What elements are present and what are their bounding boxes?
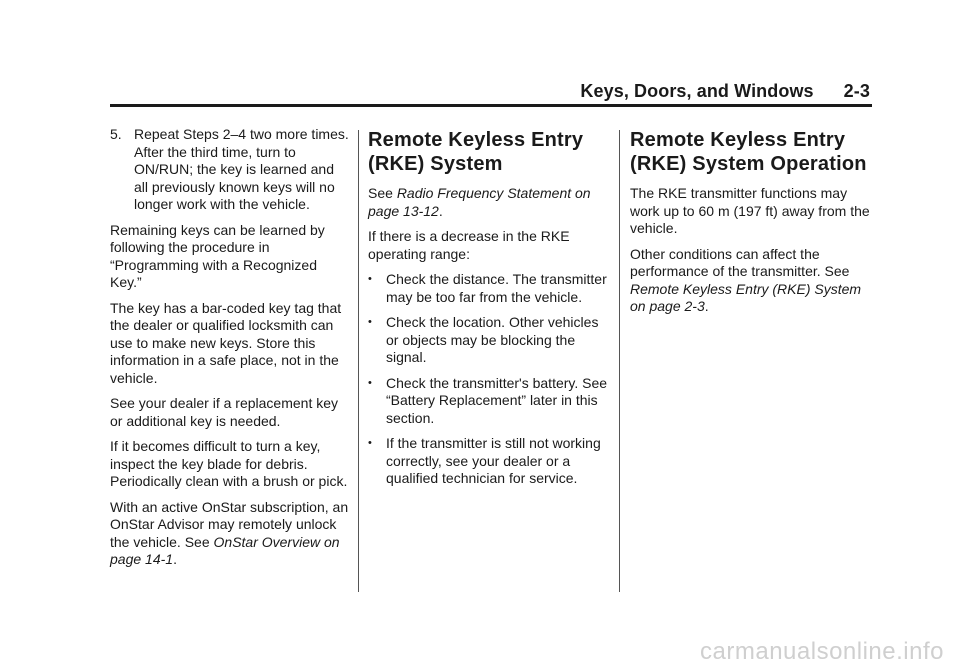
- left-column: [110, 126, 350, 577]
- bullet-icon: •: [368, 376, 372, 389]
- page-header: [110, 80, 870, 102]
- paragraph-text: With an active OnStar subscription, an OnStar Advisor may remotely unlock the vehicle. See: [110, 498, 349, 550]
- see-prefix: See: [368, 185, 397, 201]
- header-rule: [110, 104, 872, 107]
- column-divider: [619, 130, 620, 592]
- paragraph: [368, 185, 608, 220]
- paragraph: [110, 499, 350, 569]
- paragraph-end: .: [173, 551, 177, 567]
- list-item: [368, 314, 608, 367]
- bullet-icon: •: [368, 316, 372, 328]
- column-divider: [358, 130, 359, 592]
- section-title: Keys, Doors, and Windows: [580, 81, 814, 101]
- paragraph-end: .: [704, 298, 709, 314]
- paragraph-end: .: [438, 202, 443, 219]
- paragraph-text: Other conditions can affect the performance of the transmitter. See: [630, 245, 850, 279]
- middle-column: [368, 126, 608, 496]
- paragraph: Remaining keys can be learned by following the procedure in “Programming with a Recognized Key.”: [110, 221, 325, 290]
- list-item-text: If the transmitter is still not working correctly, see your dealer or a qualified technician for service.: [386, 435, 601, 486]
- paragraph: [630, 246, 870, 316]
- bullet-icon: •: [368, 273, 372, 285]
- list-item-text: Check the location. Other vehicles or objects may be blocking the signal.: [386, 314, 599, 365]
- list-item-text: Check the distance. The transmitter may be too far from the vehicle.: [386, 271, 607, 305]
- cross-reference-link[interactable]: Radio Frequency Statement on page 13-12: [368, 185, 591, 219]
- list-item: [368, 435, 608, 488]
- numbered-step: [110, 126, 350, 214]
- watermark: carmanualsonline.info: [700, 638, 944, 665]
- list-item: [368, 375, 608, 428]
- paragraph: See your dealer if a replacement key or additional key is needed.: [110, 395, 339, 429]
- list-item: [368, 271, 608, 306]
- step-text: Repeat Steps 2–4 two more times. After the third time, turn to ON/RUN; the key is learned and all previously known keys will no longer work with the vehicle.: [134, 126, 349, 212]
- right-column: [630, 126, 870, 324]
- paragraph: The key has a bar-coded key tag that the dealer or qualified locksmith can use to make new keys. Store this information in a safe place, not in the vehicle.: [110, 299, 342, 386]
- bullet-icon: •: [368, 437, 372, 449]
- section-heading: Remote Keyless Entry (RKE) System Operation: [630, 129, 867, 175]
- page-number: 2-3: [843, 81, 870, 101]
- step-number: 5.: [110, 126, 122, 142]
- paragraph: If there is a decrease in the RKE operating range:: [368, 228, 570, 262]
- paragraph: If it becomes difficult to turn a key, inspect the key blade for debris. Periodically clean with a brush or pick.: [110, 438, 348, 489]
- cross-reference-link[interactable]: Remote Keyless Entry (RKE) System on page 2-3: [630, 280, 862, 314]
- paragraph: The RKE transmitter functions may work up to 60 m (197 ft) away from the vehicle.: [630, 185, 870, 236]
- cross-reference-link[interactable]: OnStar Overview on page 14-1: [110, 533, 340, 567]
- section-heading: Remote Keyless Entry (RKE) System: [368, 129, 584, 175]
- bullet-list: [368, 271, 608, 488]
- list-item-text: Check the transmitter's battery. See “Battery Replacement” later in this section.: [386, 374, 608, 426]
